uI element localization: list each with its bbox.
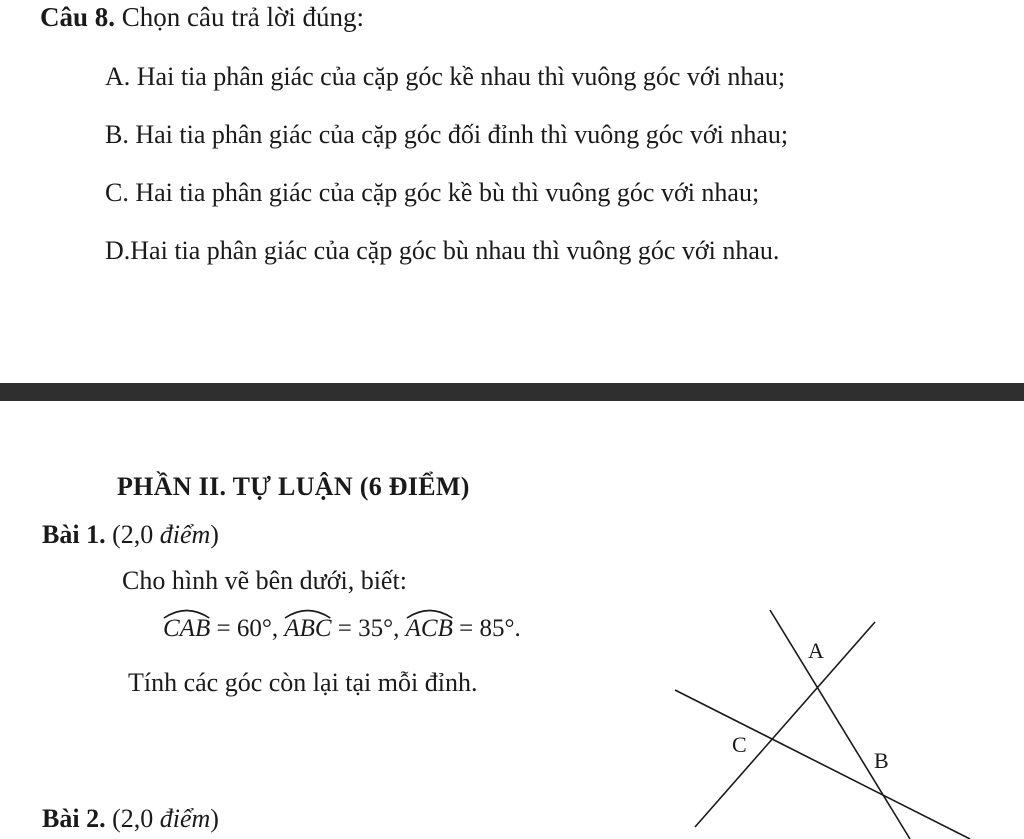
bai1-label: Bài 1. [42, 520, 106, 549]
bai2-points-word: điểm [159, 804, 211, 833]
angle-acb-value: = 85° [452, 615, 515, 642]
option-a [105, 62, 785, 92]
option-c [105, 178, 759, 208]
label-c: C [732, 732, 747, 757]
option-d-letter: D. [105, 236, 131, 265]
angle-formula [163, 615, 521, 643]
section-title: PHẦN II. TỰ LUẬN (6 ĐIỂM) [117, 472, 470, 501]
option-b-letter: B. [105, 120, 129, 149]
arc-mark-icon [284, 609, 331, 619]
angle-abc [284, 615, 331, 643]
bai1-given: Cho hình vẽ bên dưới, biết: [122, 566, 407, 595]
bai2-points-open: (2,0 [112, 804, 160, 833]
line-cb [675, 690, 970, 839]
angle-separator: , [271, 615, 285, 642]
bai1-heading [42, 520, 219, 550]
angle-cab-name: CAB [163, 615, 211, 642]
formula-end: . [514, 615, 521, 642]
option-d [105, 236, 779, 266]
label-a: A [808, 638, 824, 663]
bai2-heading [42, 804, 219, 834]
option-a-letter: A. [105, 62, 131, 91]
option-a-text: Hai tia phân giác của cặp góc kề nhau thì vuông góc với nhau; [136, 62, 786, 91]
option-b [105, 120, 788, 150]
line-ab [770, 610, 910, 839]
angle-abc-value: = 35° [331, 615, 394, 642]
angle-separator: , [393, 615, 406, 642]
bai2-label: Bài 2. [42, 804, 106, 833]
question-title [40, 2, 364, 33]
angle-cab [163, 615, 210, 643]
page-divider [0, 383, 1024, 401]
angle-acb-name: ACB [405, 615, 453, 642]
label-b: B [874, 748, 889, 773]
bai1-task: Tính các góc còn lại tại mỗi đỉnh. [128, 668, 478, 697]
bai1-points-open: (2,0 [112, 520, 160, 549]
option-c-letter: C. [105, 178, 129, 207]
arc-mark-icon [406, 609, 453, 619]
bai2-points-close: ) [210, 804, 219, 833]
angle-cab-value: = 60° [210, 615, 272, 642]
bai1-points-close: ) [210, 520, 219, 549]
line-ac [695, 622, 875, 827]
question-number: Câu 8. [40, 2, 116, 32]
angle-abc-name: ABC [284, 615, 332, 642]
angle-acb [406, 615, 453, 643]
option-d-text: Hai tia phân giác của cặp góc bù nhau thì vuông góc với nhau. [130, 236, 780, 265]
bai1-points-word: điểm [159, 520, 211, 549]
option-c-text: Hai tia phân giác của cặp góc kề bù thì vuông góc với nhau; [135, 178, 760, 207]
arc-mark-icon [163, 609, 210, 619]
question-prompt: Chọn câu trả lời đúng: [121, 2, 365, 32]
option-b-text: Hai tia phân giác của cặp góc đối đỉnh thì vuông góc với nhau; [135, 120, 789, 149]
triangle-figure [670, 600, 1024, 839]
